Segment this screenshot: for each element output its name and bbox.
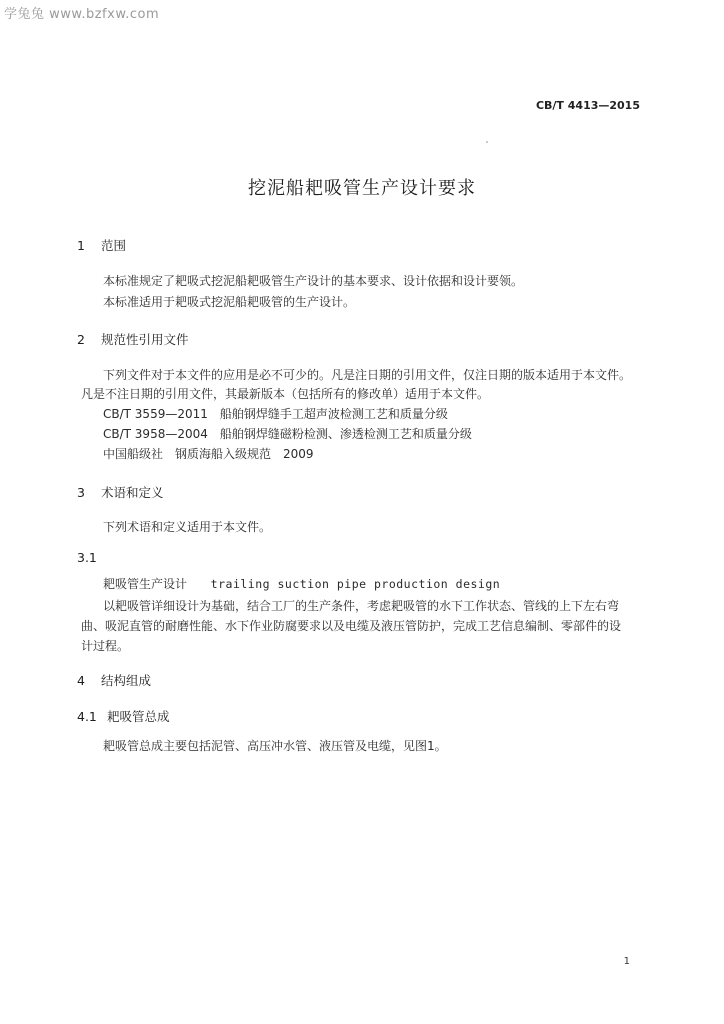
section-2-heading — [77, 330, 189, 348]
section-3-title: 术语和定义 — [100, 485, 164, 500]
section-1-number: 1 — [77, 238, 85, 253]
section-1-paragraph-1: 本标准规定了耙吸式挖泥船耙吸管生产设计的基本要求、设计依据和设计要领。 — [103, 274, 524, 288]
document-title: 挖泥船耙吸管生产设计要求 — [248, 178, 476, 199]
term-definition-line-3: 计过程。 — [81, 639, 130, 653]
scan-speck — [486, 141, 488, 143]
section-3-paragraph: 下列术语和定义适用于本文件。 — [103, 520, 272, 534]
section-1-title: 范围 — [100, 238, 126, 253]
section-2-number: 2 — [77, 332, 85, 347]
section-4-number: 4 — [77, 673, 85, 688]
section-3-heading — [77, 483, 164, 501]
normative-reference-1: CB/T 3559—2011 船舶钢焊缝手工超声波检测工艺和质量分级 — [103, 407, 448, 421]
term-definition-line-2: 曲、吸泥直管的耐磨性能、水下作业防腐要求以及电缆及液压管防护，完成工艺信息编制、零部件的设 — [81, 619, 622, 633]
section-2-title: 规范性引用文件 — [100, 332, 189, 347]
section-4-heading — [77, 671, 151, 689]
document-number: CB/T 4413—2015 — [535, 99, 640, 112]
section-3-number: 3 — [77, 485, 85, 500]
normative-reference-3: 中国船级社 钢质海船入级规范 2009 — [103, 447, 314, 461]
normative-reference-2: CB/T 3958—2004 船舶钢焊缝磁粉检测、渗透检测工艺和质量分级 — [103, 427, 472, 441]
section-1-heading — [77, 236, 126, 254]
section-4-title: 结构组成 — [100, 673, 151, 688]
term-entry — [103, 575, 500, 592]
section-1-paragraph-2: 本标准适用于耙吸式挖泥船耙吸管的生产设计。 — [103, 295, 356, 309]
term-definition-line-1: 以耙吸管详细设计为基础，结合工厂的生产条件，考虑耙吸管的水下工作状态、管线的上下左右弯 — [103, 599, 620, 613]
subsection-3-1-number: 3.1 — [77, 550, 97, 565]
term-english: trailing suction pipe production design — [210, 577, 501, 591]
section-4-1-paragraph: 耙吸管总成主要包括泥管、高压冲水管、液压管及电缆，见图1。 — [103, 739, 447, 753]
term-chinese: 耙吸管生产设计 — [103, 577, 188, 591]
page-number: 1 — [623, 956, 630, 967]
subsection-4-1-heading — [77, 707, 170, 725]
subsection-4-1-number: 4.1 — [77, 709, 97, 724]
watermark: 学兔兔 www.bzfxw.com — [4, 7, 160, 22]
section-2-paragraph-line-1: 下列文件对于本文件的应用是必不可少的。凡是注日期的引用文件，仅注日期的版本适用于本文件。 — [103, 368, 632, 382]
section-2-paragraph-line-2: 凡是不注日期的引用文件，其最新版本（包括所有的修改单）适用于本文件。 — [81, 387, 490, 401]
subsection-4-1-title: 耙吸管总成 — [106, 709, 170, 724]
